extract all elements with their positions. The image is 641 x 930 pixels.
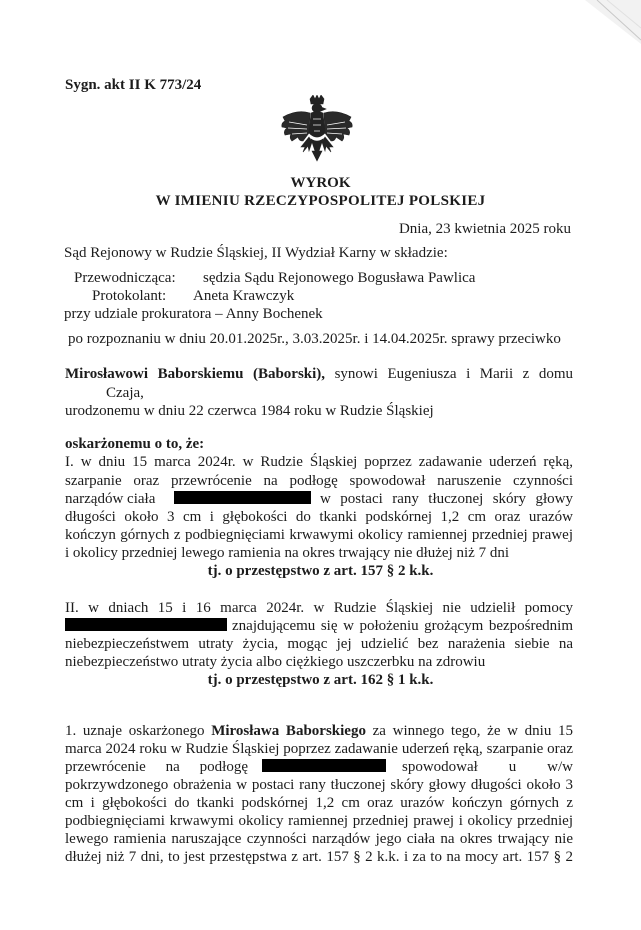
ruling-line-5: cm i głębokości do tkanki podskórnej 1,2 cm oraz urazów kończyn górnych z: [65, 795, 573, 811]
charge-1-line-5: kończyn górnych z podbiegnięciami krwawymi okolicy ramiennej przedniej prawej: [65, 527, 573, 543]
charge-2-line-4: niebezpieczeństwo utraty życia albo ciężkiego uszczerbku na zdrowiu: [65, 654, 486, 670]
polish-eagle-emblem: [279, 95, 355, 163]
charge-2-line-3: niebezpieczeństwem utraty życia, mogąc jej udzielić bez narażenia siebie na: [65, 636, 573, 652]
redaction-block: [174, 491, 311, 504]
clerk-label: Protokolant:: [92, 288, 167, 304]
chair-label: Przewodnicząca:: [74, 270, 176, 286]
defendant-name: Mirosławowi Baborskiemu (Baborski),: [65, 366, 326, 382]
ruling-line-2: marca 2024 roku w Rudzie Śląskiej poprzez zadawanie uderzeń ręką, szarpanie oraz: [65, 741, 573, 757]
charge-2-line-2: znajdującemu się w położeniu grożącym bezpośrednim: [232, 618, 573, 634]
charge-1-line-2: szarpanie oraz przewrócenie na podłogę spowodował naruszenie czynności: [65, 473, 573, 489]
ruling-line-6: podbiegnięciami krwawymi okolicy ramiennej przedniej prawej i okolicy przedniej: [65, 813, 573, 829]
page-corner-fold: [585, 0, 641, 44]
defendant-parents: synowi Eugeniusza i Marii z domu: [334, 366, 574, 382]
ruling-intro-cont: za winnego tego, że w dniu 15: [372, 723, 574, 739]
defendant-parents-cont: Czaja,: [106, 385, 144, 401]
charge-1-line-3a: narządów ciała: [65, 491, 156, 507]
ruling-line-1: [65, 722, 573, 740]
prosecutor-line: przy udziale prokuratora – Anny Bochenek: [64, 306, 323, 322]
charges-heading: oskarżonemu o to, że:: [65, 436, 205, 452]
defendant-birth: urodzonemu w dniu 22 czerwca 1984 roku w Rudzie Śląskiej: [65, 403, 434, 419]
ruling-line-8: dłużej niż 7 dni, to jest przestępstwa z art. 157 § 2 k.k. i za to na mocy art. 157 § 2: [65, 849, 573, 865]
redaction-block: [262, 759, 386, 772]
charge-1-line-4: długości około 3 cm i głębokości do tkanki podskórnej 1,2 cm oraz urazów: [65, 509, 573, 525]
charge-1-line-1: I. w dniu 15 marca 2024r. w Rudzie Śląskiej poprzez zadawanie uderzeń ręką,: [65, 454, 573, 470]
redaction-block: [65, 618, 227, 631]
ruling-line-3a: przewrócenie na podłogę: [65, 759, 248, 775]
ruling-line-4: pokrzywdzonego obrażenia w postaci rany tłuczonej skóry głowy długości około 3: [65, 777, 573, 793]
case-reference: Sygn. akt II K 773/24: [65, 77, 202, 93]
chair-value: sędzia Sądu Rejonowego Bogusława Pawlica: [203, 270, 476, 286]
verdict-date: Dnia, 23 kwietnia 2025 roku: [398, 221, 571, 237]
hearing-line: po rozpoznaniu w dniu 20.01.2025r., 3.03.2025r. i 14.04.2025r. sprawy przeciwko: [68, 331, 561, 347]
verdict-subtitle: W IMIENIU RZECZYPOSPOLITEJ POLSKIEJ: [155, 193, 486, 209]
charge-2-article: tj. o przestępstwo z art. 162 § 1 k.k.: [207, 672, 434, 688]
court-composition: Sąd Rejonowy w Rudzie Śląskiej, II Wydział Karny w składzie:: [64, 245, 448, 261]
ruling-defendant-name: Mirosława Baborskiego: [211, 723, 366, 739]
defendant-line: [65, 365, 573, 383]
charge-1-line-6: i okolicy przedniej lewego ramienia na okres trwający nie dłużej niż 7 dni: [65, 545, 510, 561]
clerk-value: Aneta Krawczyk: [193, 288, 295, 304]
charge-1-article: tj. o przestępstwo z art. 157 § 2 k.k.: [207, 563, 434, 579]
ruling-intro: 1. uznaje oskarżonego: [65, 723, 205, 739]
charge-2-line-1: II. w dniach 15 i 16 marca 2024r. w Rudzie Śląskiej nie udzielił pomocy: [65, 600, 573, 616]
verdict-title: WYROK: [290, 175, 351, 191]
charge-1-line-3b: w postaci rany tłuczonej skóry głowy: [320, 491, 573, 507]
ruling-line-7: lewego ramienia naruszające czynności narządów jego ciała na okres trwający nie: [65, 831, 573, 847]
ruling-line-3b: spowodował u w/w: [402, 759, 573, 775]
